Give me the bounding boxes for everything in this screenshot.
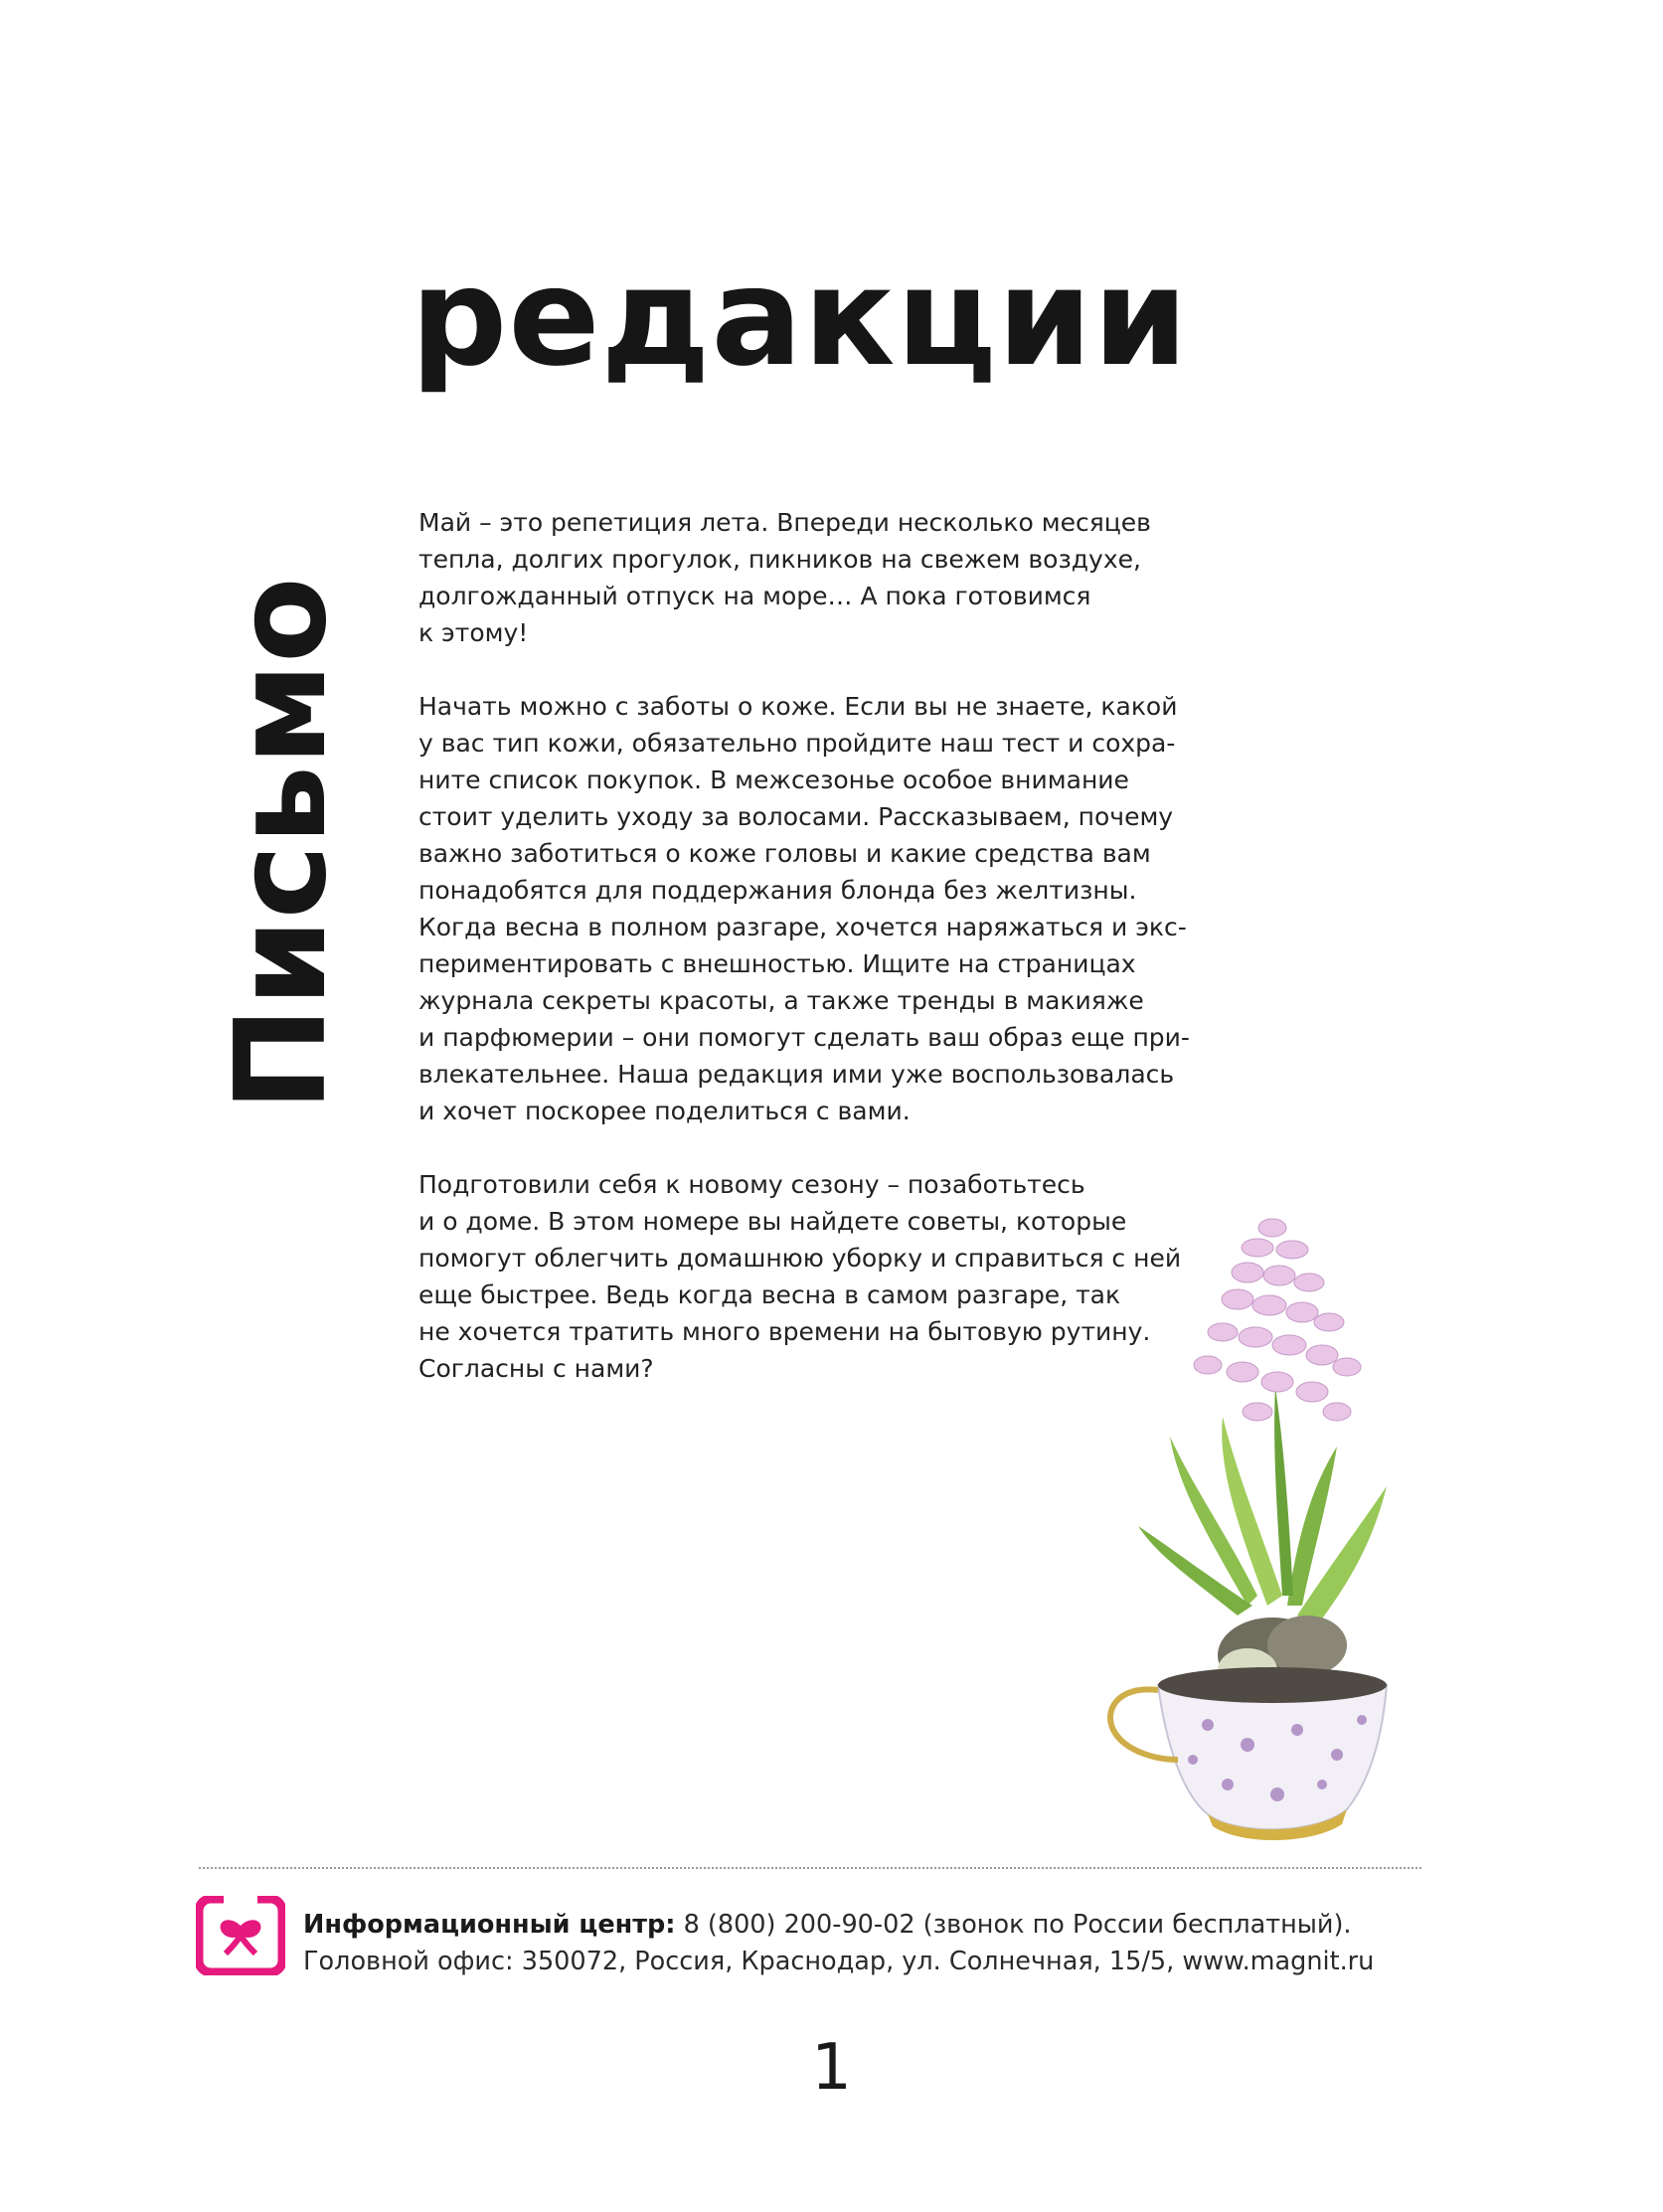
hyacinth-teacup-illustration <box>1098 1188 1416 1884</box>
footer-divider <box>199 1867 1421 1869</box>
letter-paragraph-2: Начать можно с заботы о коже. Если вы не знаете, какой у вас тип кожи, обязательно пройдите наш тест и сохра- ните список покупок. В межсезонье особое внимание стоит уделить уходу за волосами. Рассказываем, почему важно заботиться о коже головы и какие средства вам понадобятся для поддержания блонда без желтизны. Когда весна в полном разгаре, хочется наряжаться и экс- периментировать с внешностью. Ищите на страницах журнала секреты красоты, а также тренды в макияже и парфюмерии – они помогут сделать ваш образ еще при- влекательнее. Наша редакция ими уже воспользовалась и хочет поскорее поделиться с вами. <box>418 692 1190 1125</box>
magnit-logo-icon <box>196 1896 285 1975</box>
info-center-line <box>303 1907 1374 1944</box>
editorial-letter <box>418 504 1214 1424</box>
info-center-label: Информационный центр: <box>303 1910 676 1940</box>
letter-paragraph-3: Подготовили себя к новому сезону – позаботьтесь и о доме. В этом номере вы найдете советы, которые помогут облегчить домашнюю уборку и справиться с ней еще быстрее. Ведь когда весна в самом разгаре, так не хочется тратить много времени на бытовую рутину. Согласны с нами? <box>418 1170 1182 1383</box>
page-title-pismo: Письмо <box>208 577 354 1111</box>
footer-contacts <box>303 1907 1374 1980</box>
letter-paragraph-1: Май – это репетиция лета. Впереди несколько месяцев тепла, долгих прогулок, пикников на свежем воздухе, долгожданный отпуск на море… А пока готовимся к этому! <box>418 508 1151 647</box>
info-center-phone: 8 (800) 200-90-02 (звонок по России бесплатный). <box>675 1910 1352 1940</box>
head-office-line: Головной офис: 350072, Россия, Краснодар, ул. Солнечная, 15/5, www.magnit.ru <box>303 1947 1375 1976</box>
page-number: 1 <box>811 2031 852 2105</box>
page-title-redaktsii: редакции <box>411 240 1189 397</box>
